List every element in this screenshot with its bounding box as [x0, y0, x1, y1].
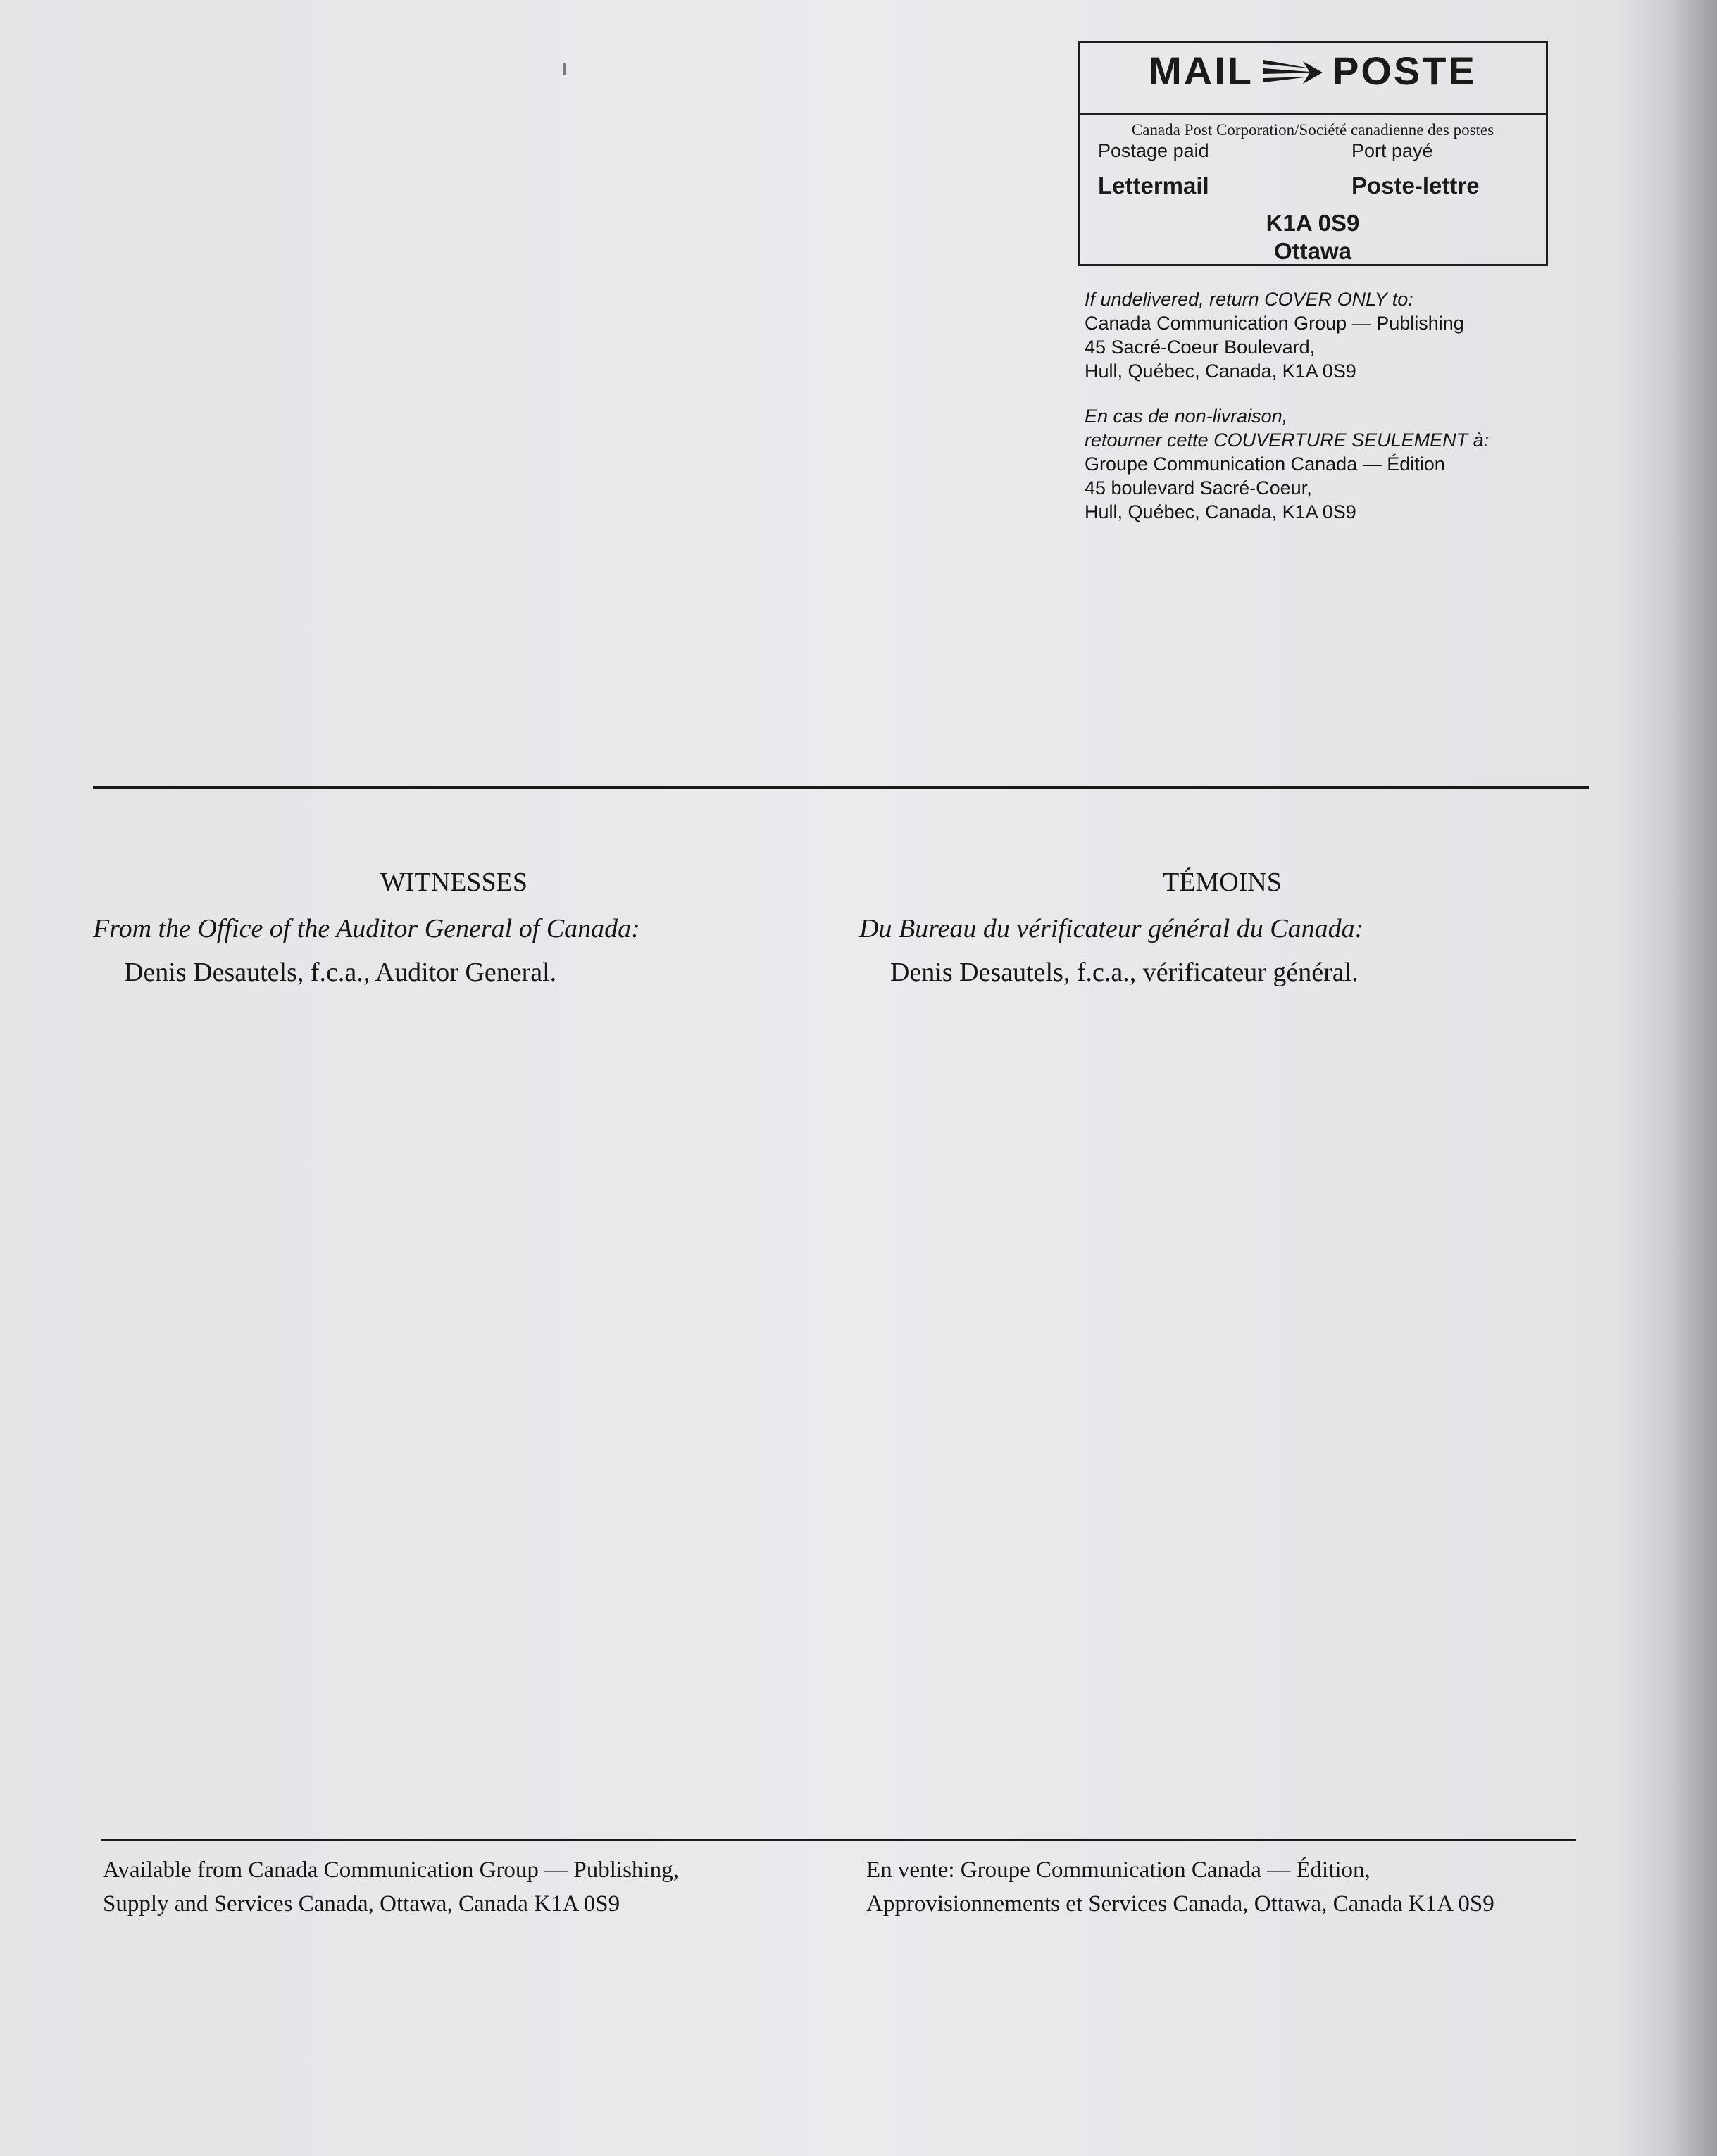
canada-post-arrow-icon	[1261, 54, 1325, 94]
return-instruction: If undelivered, return COVER ONLY to:	[1085, 289, 1413, 310]
postal-city: Ottawa	[1273, 237, 1352, 264]
return-street-fr: 45 boulevard Sacré-Coeur,	[1085, 477, 1312, 499]
return-instruction-fr-1: En cas de non-livraison,	[1085, 406, 1288, 427]
postage-paid-row	[1098, 140, 1528, 162]
witnesses-heading: WITNESSES	[380, 867, 527, 897]
postal-code: K1A 0S9	[1266, 210, 1360, 236]
lettermail-row	[1098, 173, 1528, 199]
mail-poste-logo	[1080, 51, 1546, 94]
return-address-english	[1085, 287, 1464, 383]
lettermail-label: Lettermail	[1098, 173, 1209, 199]
port-paye-label: Port payé	[1351, 140, 1433, 161]
postage-paid-label: Postage paid	[1098, 140, 1209, 161]
witness-office-french: Du Bureau du vérificateur général du Canada:	[859, 914, 1364, 944]
divider-bottom	[101, 1839, 1576, 1841]
availability-english	[103, 1853, 679, 1921]
return-city-fr: Hull, Québec, Canada, K1A 0S9	[1085, 501, 1356, 522]
availability-en-line-2: Supply and Services Canada, Ottawa, Canada K1A 0S9	[103, 1891, 620, 1917]
witness-name-english: Denis Desautels, f.c.a., Auditor General.	[124, 958, 557, 987]
return-organization-fr: Groupe Communication Canada — Édition	[1085, 453, 1445, 475]
poste-word: POSTE	[1332, 49, 1477, 93]
poste-lettre-label: Poste-lettre	[1351, 173, 1480, 199]
availability-en-line-1: Available from Canada Communication Group — Publishing,	[103, 1857, 679, 1883]
return-organization: Canada Communication Group — Publishing	[1085, 313, 1464, 334]
temoins-heading: TÉMOINS	[1163, 867, 1282, 897]
divider-top	[93, 786, 1589, 789]
return-street: 45 Sacré-Coeur Boulevard,	[1085, 337, 1316, 358]
witness-name-french: Denis Desautels, f.c.a., vérificateur général.	[890, 958, 1359, 987]
return-city: Hull, Québec, Canada, K1A 0S9	[1085, 361, 1356, 382]
witness-office-english: From the Office of the Auditor General of Canada:	[93, 914, 640, 944]
availability-french	[866, 1853, 1494, 1921]
mail-word: MAIL	[1149, 49, 1254, 93]
staple-mark	[563, 63, 566, 75]
return-instruction-fr-2: retourner cette COUVERTURE SEULEMENT à:	[1085, 430, 1490, 451]
postal-destination	[1080, 209, 1546, 265]
corporation-name: Canada Post Corporation/Société canadienne des postes	[1080, 113, 1546, 139]
availability-fr-line-1: En vente: Groupe Communication Canada — Édition,	[866, 1857, 1371, 1883]
availability-fr-line-2: Approvisionnements et Services Canada, Ottawa, Canada K1A 0S9	[866, 1891, 1494, 1917]
return-address-french	[1085, 404, 1489, 524]
postage-indicia	[1078, 41, 1548, 266]
